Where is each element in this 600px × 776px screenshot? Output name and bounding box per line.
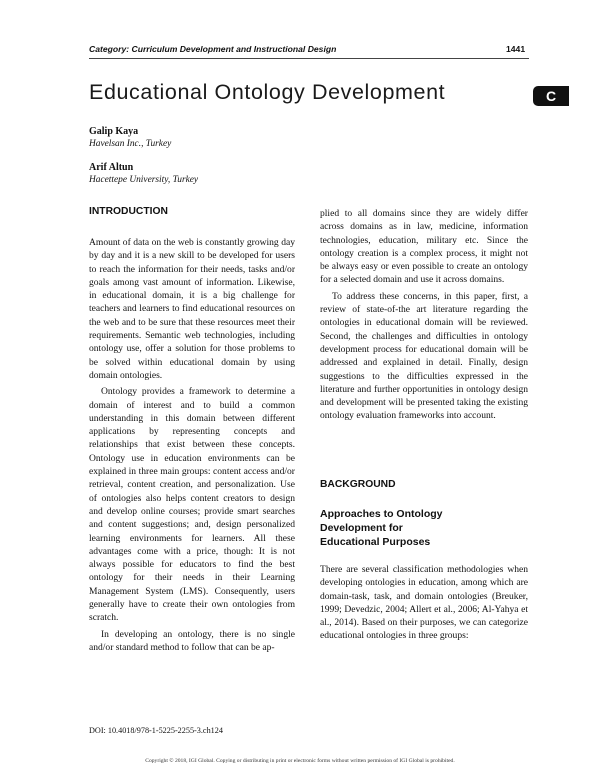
intro-paragraph-1: Amount of data on the web is constantly growing day by day and it is a new skill to be developed for users to reach the information for their needs, tasks and/or goals among vast amount of information. Likewise, in educational domain, it is a big challenge for teachers and learners to find educational resources on the web and to be sure that these resources meet their requirements. Semantic web technologies, including ontology use, offer a solution for those problems to be solved within educational domain by using domain ontologies. (89, 237, 295, 381)
running-header-category: Category: Curriculum Development and Instructional Design (89, 44, 337, 54)
header-rule (89, 58, 529, 59)
intro-paragraph-2: Ontology provides a framework to determine a domain of interest and to build a common understanding in this domain between different applications by representing concepts and relationships that exist between these concepts. Ontology use in education environments can be explained in three main groups: content access and/or retrieval, content creation, and personalization. Use of ontologies also helps content creators to design and develop online courses; provide smart searches and content suggestions; and, design personalized learning environments for learners. All these advantages come with a price, though: It is not always possible for educators to find the best ontology for their needs in their Learning Management System (LMS). Consequently, users generally have to create their own ontologies from scratch. (89, 386, 295, 624)
intro-paragraph-continued: plied to all domains since they are widely differ across domains as in law, medicine, information technologies, education, military etc. Since the ontology creation is a complex process, it might not be always easy or even possible to create an ontology for a selected domain and use it across domains. (320, 208, 528, 286)
doi-footer: DOI: 10.4018/978-1-5225-2255-3.ch124 (89, 726, 223, 735)
background-paragraph-1: There are several classification methodologies when developing ontologies in education, among which are domain-task, task, and domain ontologies (Breuker, 1999; Devedzic, 2004; Allert et al., 2006; Al-Yahya et al., 2014). Based on their purposes, we can categorize educational ontologies in three groups: (320, 564, 528, 642)
background-heading: BACKGROUND (320, 479, 396, 490)
right-column-text (320, 207, 528, 423)
left-column-text (89, 236, 295, 654)
article-title: Educational Ontology Development (89, 80, 446, 104)
introduction-heading: INTRODUCTION (89, 206, 168, 217)
copyright-notice: Copyright © 2018, IGI Global. Copying or distributing in print or electronic forms without written permission of IGI Global is prohibited. (145, 758, 455, 764)
author-affiliation-2: Hacettepe University, Turkey (89, 175, 199, 185)
section-letter-tab: C (533, 86, 569, 106)
subsection-heading: Approaches to Ontology Development for Educational Purposes (320, 508, 443, 548)
page-number: 1441 (506, 44, 526, 54)
author-name-2: Arif Altun (89, 162, 134, 173)
intro-paragraph-4: To address these concerns, in this paper, first, a review of state-of-the art literature regarding the ontologies in educational domain will be reviewed. Second, the challenges and difficulties in ontology development process for educational domain will be addressed and explained in detail. Finally, design suggestions to the difficulties expressed in the literature and further opportunities in ontology design and development will be presented taking the existing ontology evaluation frameworks into account. (320, 290, 528, 422)
author-affiliation-1: Havelsan Inc., Turkey (89, 139, 172, 149)
intro-paragraph-3: In developing an ontology, there is no single and/or standard method to follow that can be ap- (89, 628, 295, 653)
author-name-1: Galip Kaya (89, 126, 139, 137)
subsection-text (320, 563, 528, 643)
